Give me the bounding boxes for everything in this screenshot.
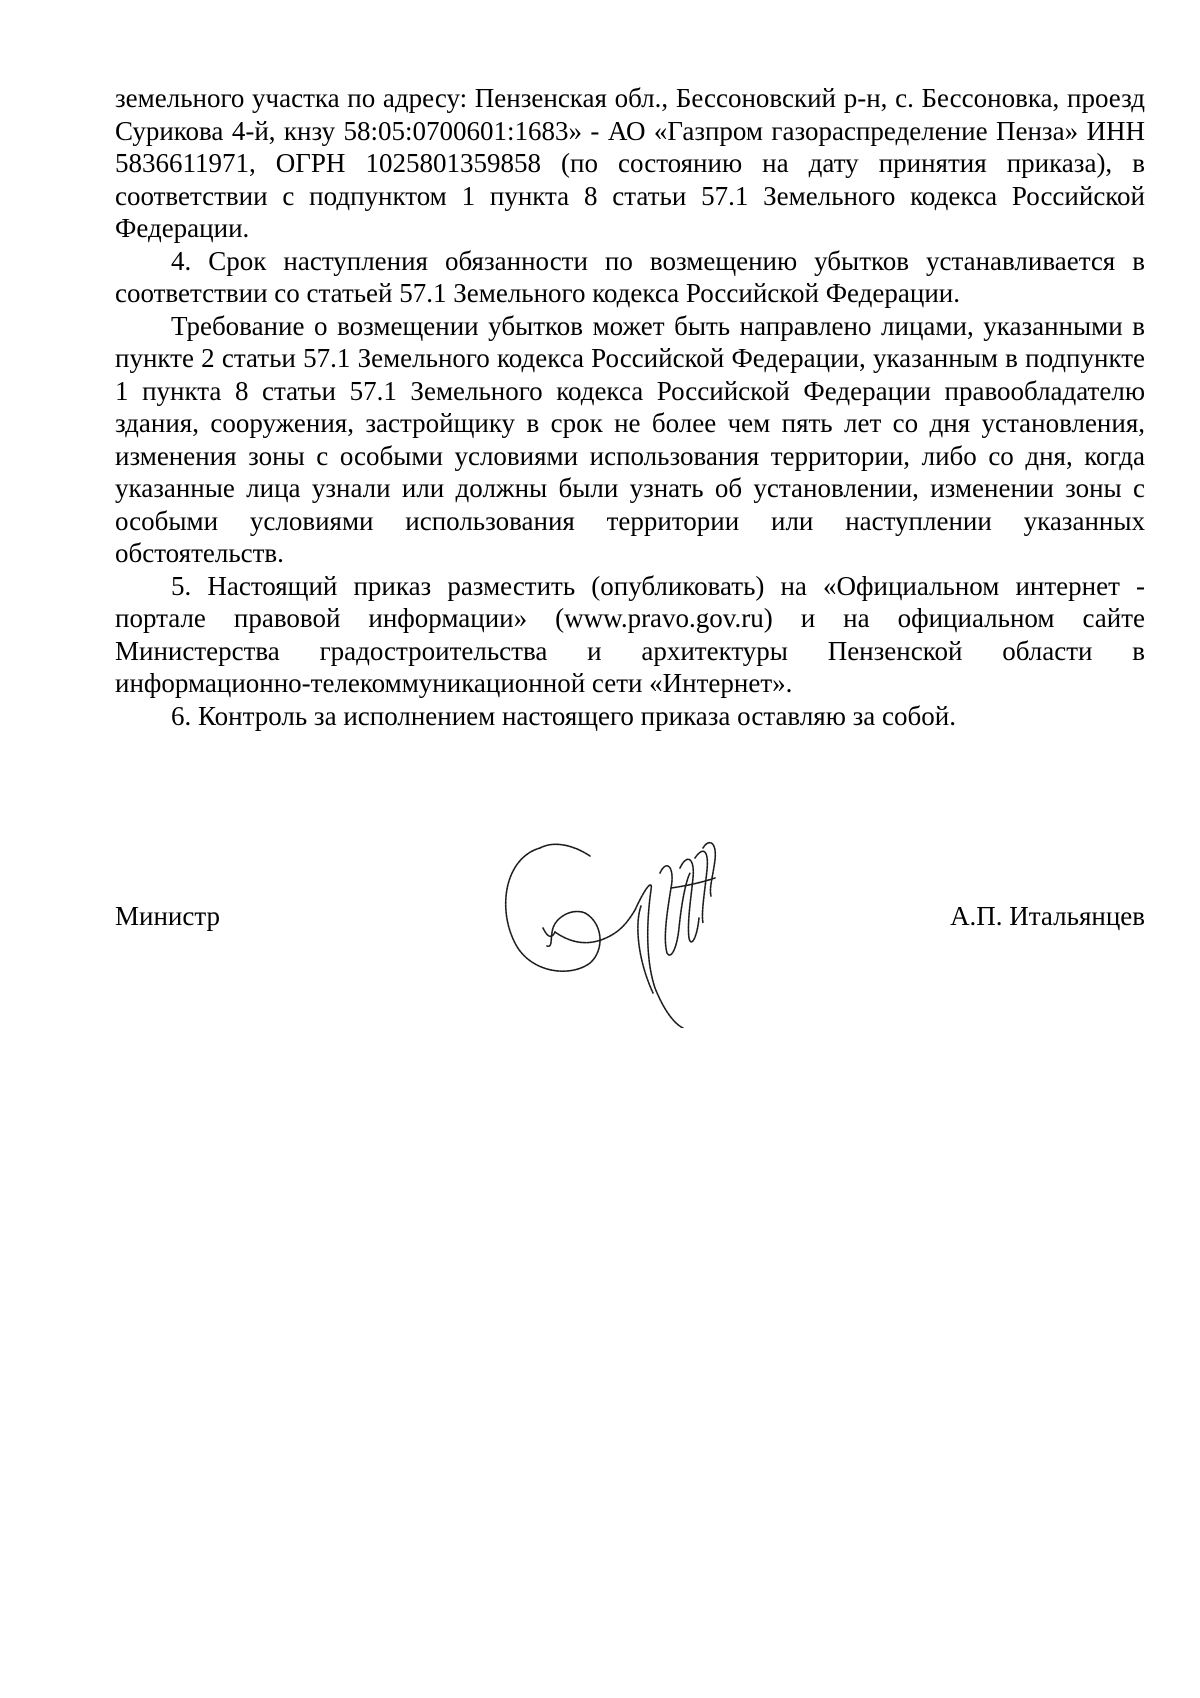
signatory-title: Министр <box>115 901 220 931</box>
document-body <box>115 82 1145 732</box>
paragraph-item-5: 5. Настоящий приказ разместить (опубликовать) на «Официальном интернет - портале правовой информации» (www.pravo.gov.ru) и на официальном сайте Министерства градостроительства и архитектуры Пензенской области в информационно-телекоммуникационной сети «Интернет». <box>115 570 1145 698</box>
paragraph-item-4: 4. Срок наступления обязанности по возмещению убытков устанавливается в соответствии со статьей 57.1 Земельного кодекса Российской Федерации. <box>115 245 1145 308</box>
handwritten-signature <box>495 828 765 1028</box>
paragraph-continuation: земельного участка по адресу: Пензенская обл., Бессоновский р-н, с. Бессоновка, проезд Сурикова 4-й, кнзу 58:05:0700601:1683» - АО «Газпром газораспределение Пенза» ИНН 5836611971, ОГРН 1025801359858 (по состоянию на дату принятия приказа), в соответствии с подпунктом 1 пункта 8 статьи 57.1 Земельного кодекса Российской Федерации. <box>115 83 1145 243</box>
paragraph-damages-claim: Требование о возмещении убытков может быть направлено лицами, указанными в пункте 2 статьи 57.1 Земельного кодекса Российской Федерации, указанным в подпункте 1 пункта 8 статьи 57.1 Земельного кодекса Российской Федерации правообладателю здания, сооружения, застройщику в срок не более чем пять лет со дня установления, изменения зоны с особыми условиями использования территории, либо со дня, когда указанные лица узнали или должны были узнать об установлении, изменении зоны с особыми условиями использования территории или наступлении указанных обстоятельств. <box>115 310 1145 568</box>
signatory-name: А.П. Итальянцев <box>950 901 1145 931</box>
paragraph-item-6: 6. Контроль за исполнением настоящего приказа оставляю за собой. <box>171 700 956 731</box>
